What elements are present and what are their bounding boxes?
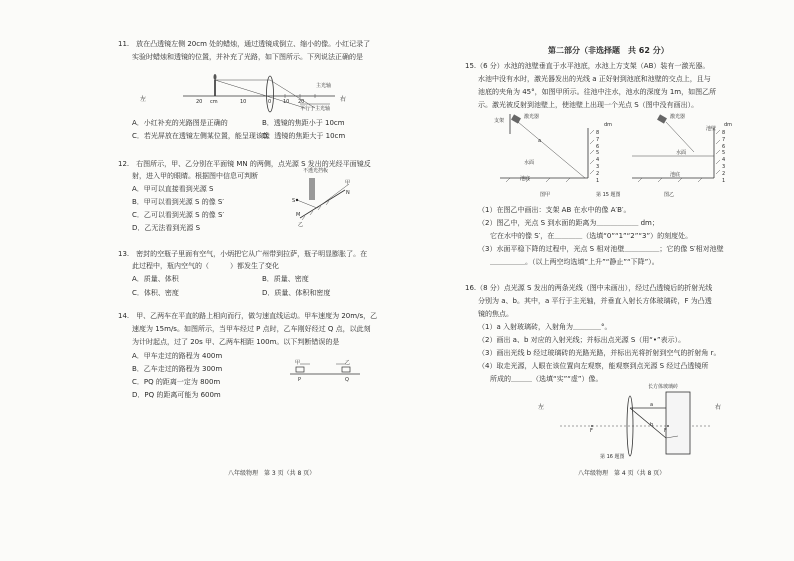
q14-jia-label: 甲 [295, 360, 301, 366]
tick: 1 [596, 177, 600, 184]
q13-option-a[interactable]: A．质量、体积 [132, 275, 179, 283]
q12-option-c[interactable]: C．乙可以看到光源 S 的像 S′ [132, 211, 225, 219]
q12-stem-line1: 12. 右图所示，甲、乙分别在平面镜 MN 的两侧，点光源 S 发出的光经平面镜反 [118, 160, 371, 168]
q15-sub2-line2: 它在水中的像 S′，在＿＿＿＿（选填“0”“1”“2”“3”）的刻度处。 [490, 232, 693, 240]
q12-option-a[interactable]: A．甲可以直接看到光源 S [132, 185, 214, 193]
left-page-footer: 八年级物理 第 3 页（共 8 页） [228, 470, 316, 477]
section-title: 第二部分（非选择题 共 62 分） [548, 46, 669, 55]
q12-option-d[interactable]: D．乙无法看到光源 S [132, 224, 201, 232]
q14-p-label: P [298, 377, 302, 383]
q16-sub4-line2: 所成的＿＿＿（选填“实”“虚”）像。 [490, 375, 603, 383]
q11-option-b[interactable]: B．透镜的焦距小于 10cm [262, 119, 345, 127]
q15-fig1 [500, 114, 613, 186]
q11-tick-10: 10 [240, 99, 247, 105]
q15-line1: 15.（6 分）水池的池壁垂直于水平池底，水池上方支架（AB）装有一激光器。 [465, 62, 710, 70]
q15-line4: 示。激光被反射到池壁上，使池壁上出现一个光点 S（图中没有画出）。 [478, 101, 699, 109]
tick: 6 [722, 143, 726, 150]
q15-fig2-scale [722, 130, 728, 184]
q14-option-a[interactable]: A．甲车走过的路程为 400m [132, 352, 223, 360]
q15-fig1-caption: 图甲 [540, 192, 551, 198]
tick: 5 [722, 150, 726, 157]
q16-caption: 第 16 题图 [600, 454, 625, 460]
q16-right-label: 右 [715, 404, 722, 411]
q16-f1-label: F [590, 428, 593, 434]
q15-fig1-support: 支架 [494, 118, 505, 124]
q16-sub1: （1）a 入射玻璃砖，入射角为＿＿＿＿°。 [478, 323, 612, 331]
tick: 3 [722, 163, 726, 170]
q11-principal-axis-label: 主光轴 [316, 83, 332, 89]
q15-fig1-a: a [538, 138, 542, 144]
q14-option-c[interactable]: C．PQ 的距离一定为 800m [132, 378, 221, 386]
tick: 2 [722, 170, 726, 177]
q15-fig2-unit: dm [724, 122, 733, 128]
q13-option-d[interactable]: D．质量、体积和密度 [262, 289, 331, 297]
q12-option-b[interactable]: B．甲可以看到光源 S 的像 S′ [132, 198, 224, 206]
q16-b-label: b [650, 422, 654, 428]
q15-fig2-caption: 图乙 [664, 192, 675, 198]
q12-s-label: S [292, 198, 296, 204]
q15-fig1-laser: 激光器 [524, 114, 540, 120]
tick: 4 [596, 157, 600, 164]
q16-left-label: 左 [538, 404, 545, 411]
tick: 1 [722, 177, 726, 184]
q13-stem-line2: 此过程中，瓶内空气的（ ）都发生了变化 [132, 262, 279, 270]
q15-fig1-unit: dm [604, 122, 613, 128]
q11-option-c[interactable]: C．若光屏放在透镜左侧某位置，能呈现该像 [132, 132, 270, 140]
q11-parallel-label: 平行于主光轴 [300, 106, 331, 112]
tick: 7 [722, 136, 726, 143]
right-page-footer: 八年级物理 第 4 页（共 8 页） [578, 470, 666, 477]
q15-line3: 池底的夹角为 45°，如图甲所示。往池中注水，池水的深度为 1m，如图乙所 [478, 88, 717, 96]
q11-left-label: 左 [140, 96, 147, 103]
q11-right-label: 右 [340, 96, 347, 103]
q15-line2: 水池中没有水时，激光器发出的光线 a 正好射到池底和池壁的交点上，且与 [478, 75, 711, 83]
q11-tick-0: 0 [268, 99, 272, 105]
q11-tick-20b: 20 [298, 99, 305, 105]
q14-option-b[interactable]: B．乙车走过的路程为 300m [132, 365, 223, 373]
tick: 7 [596, 136, 600, 143]
q15-fig2-water: 水面 [676, 150, 687, 156]
q12-barrier-label: 不透光挡板 [303, 168, 329, 174]
q14-stem-line1: 14. 甲、乙两车在平直的路上相向而行，做匀速直线运动。甲车速度为 20m/s，乙 [118, 312, 378, 320]
q15-fig2-bottom: 池底 [670, 172, 681, 178]
q16-sub4-line1: （4）取走光源，人眼在该位置向左观察，能观察到点光源 S 经过凸透镜所 [478, 362, 709, 370]
q12-m-label: M [296, 212, 301, 218]
q13-option-c[interactable]: C．体积、密度 [132, 289, 179, 297]
q16-line1: 16.（8 分）点光源 S 发出的两条光线（图中未画出），经过凸透镜后的折射光线 [465, 284, 713, 292]
q13-stem-line1: 13. 密封的空瓶子里面有空气，小炳把它从广州带到拉萨，瓶子明显膨胀了。在 [118, 250, 368, 258]
q15-fig2-wall: 池壁 [706, 126, 717, 132]
tick: 4 [722, 157, 726, 164]
q15-fig1-scale [596, 130, 602, 184]
q16-f2-label: F [664, 428, 667, 434]
q12-jia-label: 甲 [345, 180, 351, 186]
q14-option-d[interactable]: D．PQ 的距离可能为 600m [132, 391, 221, 399]
q14-stem-line2: 速度为 15m/s。如图所示，当甲车经过 P 点时，乙车刚好经过 Q 点，以此刻 [132, 325, 371, 333]
q12-mirror-figure [285, 170, 365, 230]
tick: 8 [722, 130, 726, 136]
q16-line2: 分别为 a、b。其中，a 平行于主光轴，并垂直入射长方体玻璃砖，F 为凸透 [478, 297, 712, 305]
q14-stem-line3: 为计时起点，过了 20s 甲、乙两车相距 100m。以下判断错误的是 [132, 338, 340, 346]
q11-option-a[interactable]: A．小红补充的光路图是正确的 [132, 119, 228, 127]
q11-stem-line1: 11. 放在凸透镜左侧 20cm 处的蜡烛，通过透镜成倒立、缩小的像。小红记录了 [118, 40, 371, 48]
q12-n-label: N [346, 190, 350, 196]
q14-q-label: Q [345, 377, 349, 383]
q16-lens-glass-figure [560, 388, 710, 458]
q13-option-b[interactable]: B．质量、密度 [262, 275, 309, 283]
q12-yi-label: 乙 [298, 222, 304, 228]
q15-sub1: （1）在图乙中画出：支架 AB 在水中的像 A′B′。 [478, 206, 631, 214]
q15-sub3-line2: ＿＿＿＿＿。（以上两空均选填“上升”“静止”“下降”）。 [490, 258, 659, 266]
q11-option-d[interactable]: D．透镜的焦距大于 10cm [262, 132, 346, 140]
q11-tick-20: 20 [196, 99, 203, 105]
tick: 5 [596, 150, 600, 157]
q16-sub3: （3）画出光线 b 经过玻璃砖的光路光路，并标出光将折射到空气的折射角 r。 [478, 349, 721, 357]
q14-yi-label: 乙 [345, 360, 351, 366]
q16-sub2: （2）画出 a、b 对应的入射光线；并标出点光源 S（用“•”表示）。 [478, 336, 686, 344]
tick: 2 [596, 170, 600, 177]
tick: 3 [596, 163, 600, 170]
tick: 6 [596, 143, 600, 150]
q16-line3: 镜的焦点。 [478, 310, 513, 318]
q15-fig-caption: 第 15 题图 [596, 192, 621, 198]
q15-fig1-water: 水面 [524, 160, 535, 166]
q16-a-label: a [650, 402, 654, 408]
q11-stem-line2: 实验时蜡烛和透镜的位置，并补充了光路，如下图所示。下列说法正确的是 [132, 53, 363, 61]
q11-unit: cm [210, 99, 218, 105]
q11-tick-10b: 10 [283, 99, 290, 105]
q15-sub3-line1: （3）水面平稳下降的过程中，光点 S 相对池壁＿＿＿＿＿；它的像 S′相对池壁 [478, 245, 724, 253]
q15-fig1-bottom: 池底 [520, 176, 531, 182]
tick: 8 [596, 130, 600, 136]
q15-sub2-line1: （2）图乙中，光点 S 到水面的距离为＿＿＿＿＿＿ dm； [478, 219, 659, 227]
q15-fig2-laser: 激光器 [670, 114, 686, 120]
q16-glass-label: 长方体玻璃砖 [648, 384, 679, 390]
q12-stem-line2: 射，进入甲的眼睛。根据图中信息可判断 [132, 172, 258, 180]
